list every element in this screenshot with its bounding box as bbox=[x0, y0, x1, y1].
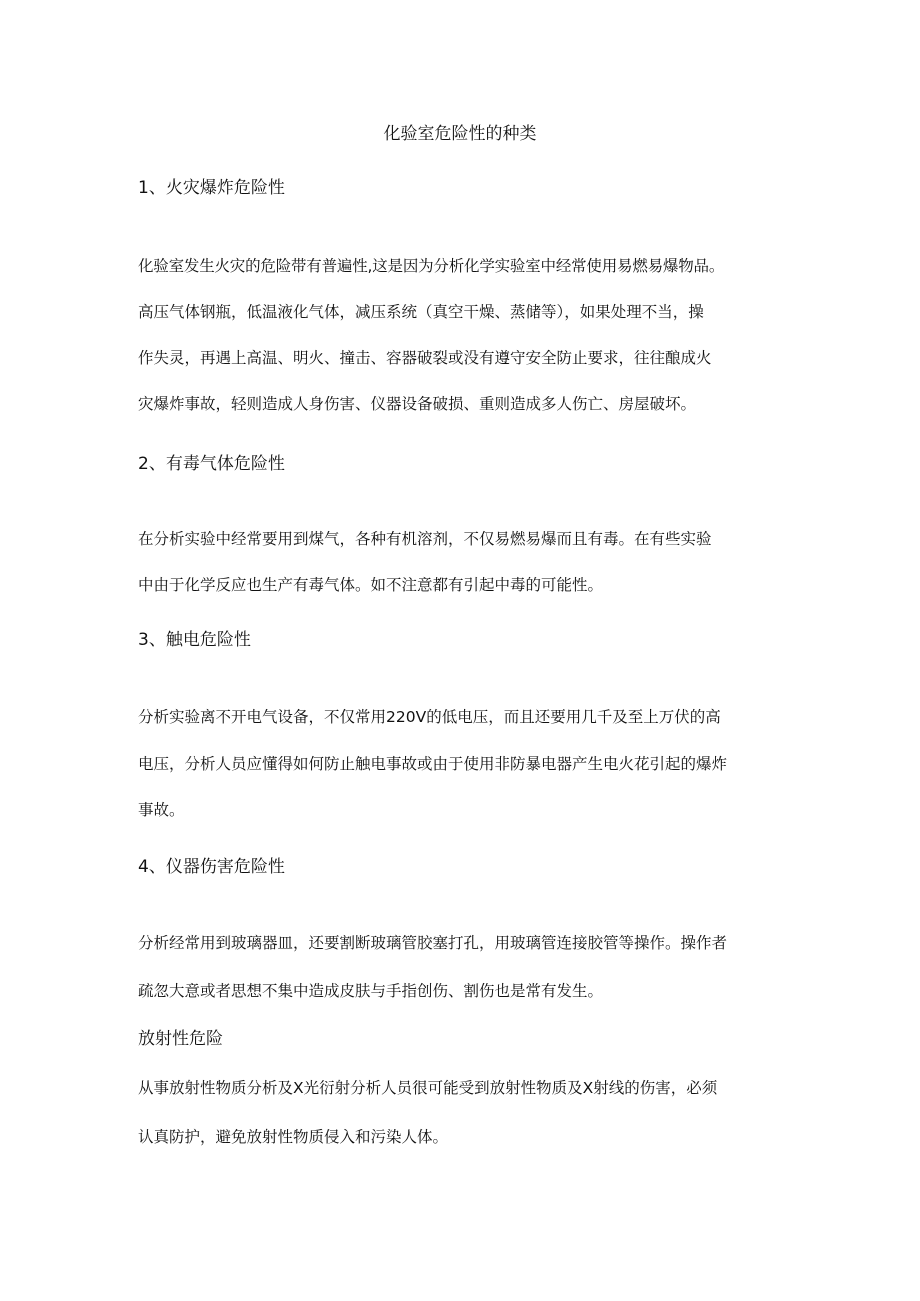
paragraph-line: 疏忽大意或者思想不集中造成皮肤与手指创伤、割伤也是常有发生。 bbox=[138, 982, 604, 1000]
paragraph-line: 灾爆炸事故，轻则造成人身伤害、仪器设备破损、重则造成多人伤亡、房屋破坏。 bbox=[138, 395, 697, 413]
paragraph-line: 作失灵，再遇上高温、明火、撞击、容器破裂或没有遵守安全防止要求，往往酿成火 bbox=[138, 349, 712, 367]
paragraph-line: 分析实验离不开电气设备，不仅常用220V的低电压，而且还要用几千及至上万伏的高 bbox=[138, 708, 721, 726]
paragraph-line: 化验室发生火灾的危险带有普遍性,这是因为分析化学实验室中经常使用易燃易爆物品。 bbox=[138, 257, 725, 275]
section-heading-instrument-injury: 4、仪器伤害危险性 bbox=[138, 857, 285, 877]
paragraph-line: 在分析实验中经常要用到煤气，各种有机溶剂，不仅易燃易爆而且有毒。在有些实验 bbox=[138, 530, 712, 548]
paragraph-line: 电压，分析人员应懂得如何防止触电事故或由于使用非防暴电器产生电火花引起的爆炸 bbox=[138, 755, 728, 773]
paragraph-line: 从事放射性物质分析及X光衍射分析人员很可能受到放射性物质及X射线的伤害，必须 bbox=[138, 1079, 718, 1097]
section-heading-electric-shock: 3、触电危险性 bbox=[138, 630, 251, 650]
paragraph-line: 高压气体钢瓶，低温液化气体，减压系统（真空干燥、蒸储等），如果处理不当，操 bbox=[138, 303, 704, 321]
section-heading-radiation: 放射性危险 bbox=[138, 1029, 223, 1049]
paragraph-line: 分析经常用到玻璃器皿，还要割断玻璃管胶塞打孔，用玻璃管连接胶管等操作。操作者 bbox=[138, 934, 728, 952]
paragraph-line: 中由于化学反应也生产有毒气体。如不注意都有引起中毒的可能性。 bbox=[138, 576, 604, 594]
paragraph-line: 认真防护，避免放射性物质侵入和污染人体。 bbox=[138, 1128, 449, 1146]
section-heading-fire-explosion: 1、火灾爆炸危险性 bbox=[138, 178, 285, 198]
paragraph-line: 事故。 bbox=[138, 801, 185, 819]
document-title: 化验室危险性的种类 bbox=[383, 124, 537, 144]
section-heading-toxic-gas: 2、有毒气体危险性 bbox=[138, 454, 285, 474]
